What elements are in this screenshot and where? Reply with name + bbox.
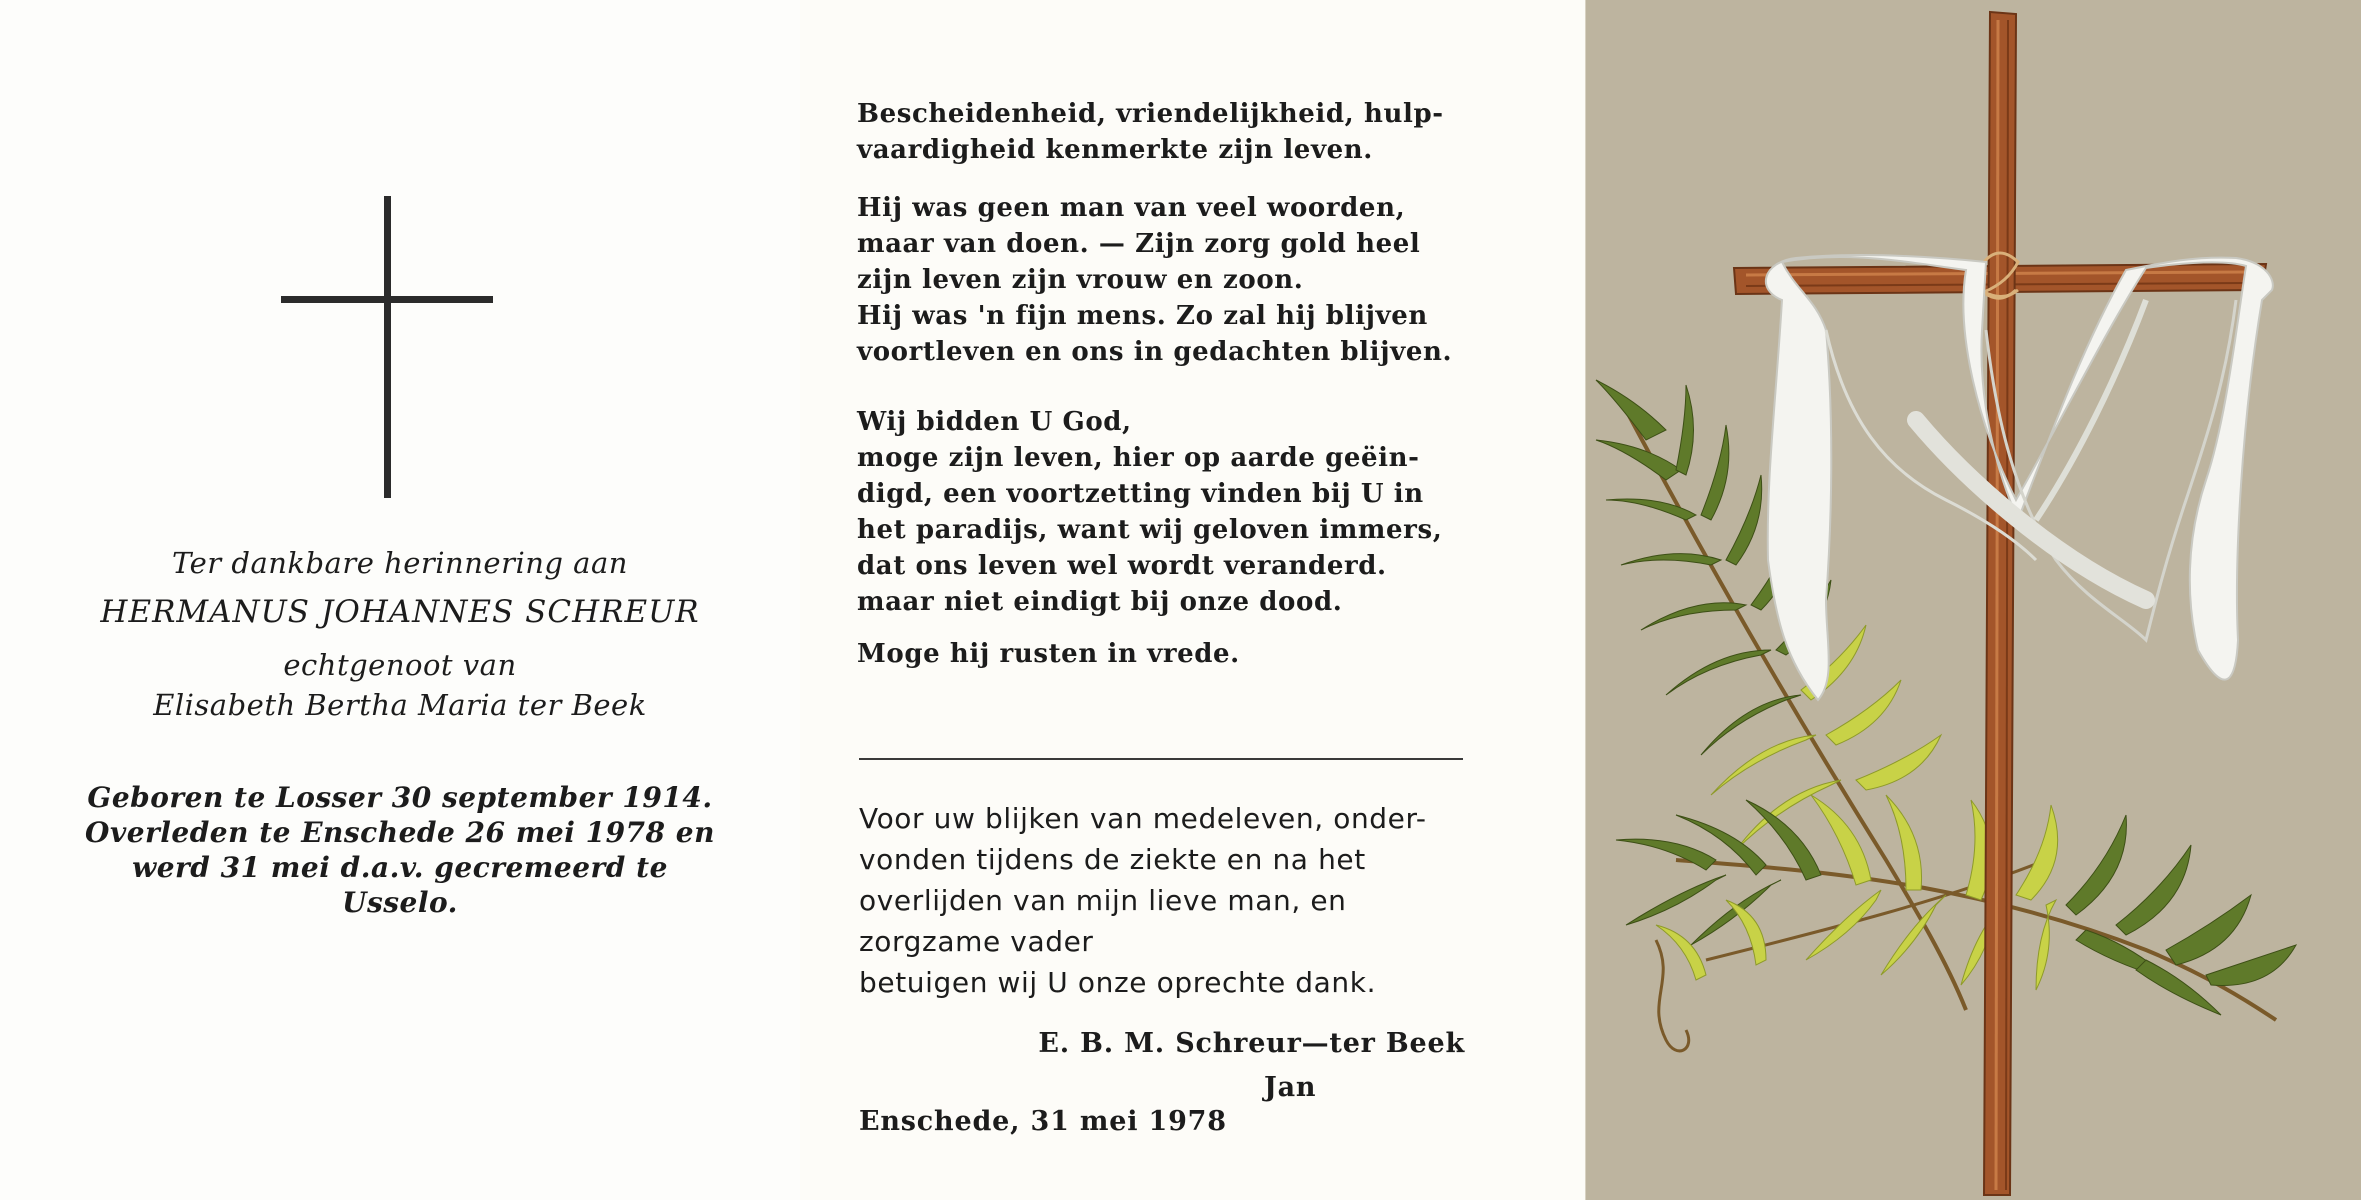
cross-icon-horizontal — [281, 296, 493, 303]
rest-in-peace: Moge hij rusten in vrede. — [857, 639, 1240, 669]
text-line: Voor uw blijken van medeleven, onder- — [859, 802, 1427, 835]
text-line: vaardigheid kenmerkte zijn leven. — [857, 135, 1373, 165]
signature-son: Jan — [1264, 1072, 1317, 1103]
text-line: maar van doen. — Zijn zorg gold heel — [857, 229, 1421, 259]
text-line: overlijden van mijn lieve man, en — [859, 884, 1347, 917]
divider-line — [859, 758, 1463, 760]
bio-line: Overleden te Enschede 26 mei 1978 en — [85, 816, 715, 849]
bio-line: werd 31 mei d.a.v. gecremeerd te — [132, 851, 668, 884]
place-date: Enschede, 31 mei 1978 — [859, 1106, 1227, 1137]
cross-cloth-palm-illustration — [1586, 0, 2361, 1200]
prayer-text — [857, 440, 1467, 620]
text-line: vonden tijdens de ziekte en na het — [859, 843, 1366, 876]
text-line: zijn leven zijn vrouw en zoon. — [857, 265, 1304, 295]
cross-icon-vertical — [384, 196, 391, 498]
text-line: Bescheidenheid, vriendelijkheid, hulp- — [857, 99, 1444, 129]
dedication-line-1: Ter dankbare herinnering aan — [172, 546, 628, 580]
bio-line: Geboren te Losser 30 september 1914. — [87, 781, 713, 814]
palm-leaves-icon — [1596, 380, 2296, 1015]
text-line: voortleven en ons in gedachten blijven. — [857, 337, 1453, 367]
paragraph-memory — [857, 298, 1467, 370]
white-cloth-icon — [1766, 255, 2273, 700]
thanks-paragraph — [859, 798, 1479, 1003]
text-line: Hij was geen man van veel woorden, — [857, 193, 1406, 223]
text-line: betuigen wij U onze oprechte dank. — [859, 966, 1377, 999]
paragraph-words — [857, 190, 1467, 298]
text-line: dat ons leven wel wordt veranderd. — [857, 551, 1387, 581]
text-line: moge zijn leven, hier op aarde geëin- — [857, 443, 1420, 473]
right-panel — [1586, 0, 2361, 1200]
dedication-line-2: echtgenoot van — [283, 648, 517, 682]
text-line: zorgzame vader — [859, 925, 1094, 958]
text-line: het paradijs, want wij geloven immers, — [857, 515, 1443, 545]
bio-line: Usselo. — [342, 886, 458, 919]
middle-panel — [800, 0, 1586, 1200]
spouse-name: Elisabeth Bertha Maria ter Beek — [153, 688, 647, 722]
signature-widow: E. B. M. Schreur—ter Beek — [1038, 1028, 1465, 1059]
text-line: maar niet eindigt bij onze dood. — [857, 587, 1343, 617]
deceased-name: HERMANUS JOHANNES SCHREUR — [100, 594, 700, 630]
prayer-heading: Wij bidden U God, — [857, 407, 1132, 437]
biography — [40, 780, 760, 920]
text-line: Hij was 'n fijn mens. Zo zal hij blijven — [857, 301, 1428, 331]
tendril-icon — [1656, 940, 1689, 1051]
text-line: digd, een voortzetting vinden bij U in — [857, 479, 1424, 509]
left-panel — [0, 0, 800, 1200]
paragraph-character — [857, 96, 1467, 168]
